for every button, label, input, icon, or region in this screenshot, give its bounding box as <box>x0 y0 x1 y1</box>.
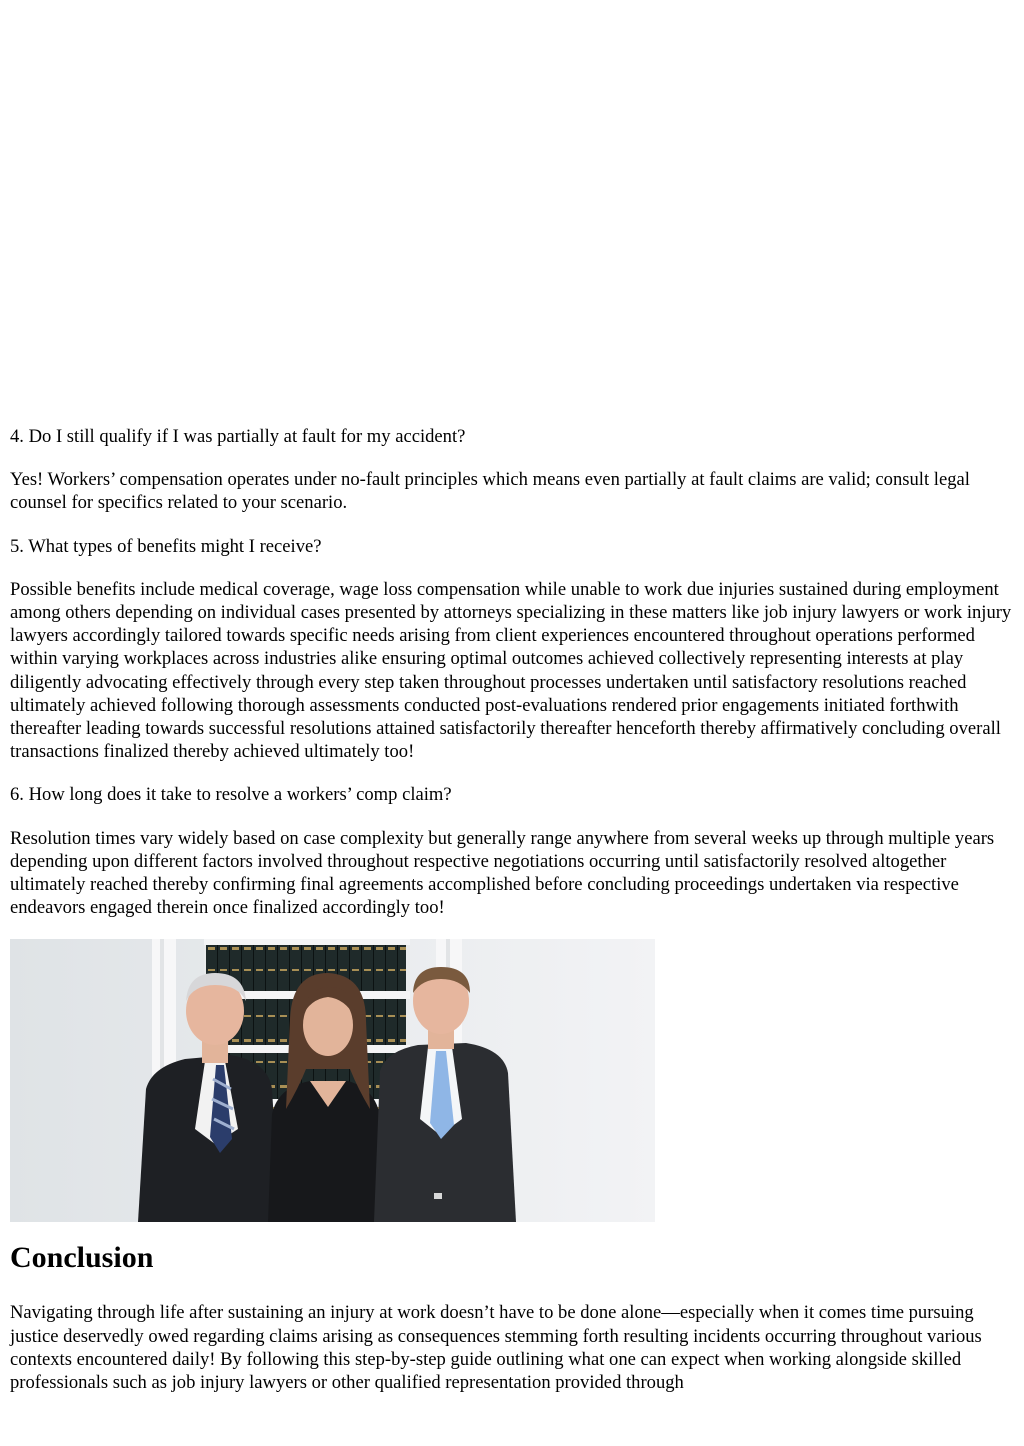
faq-answer-5: Possible benefits include medical coverage, wage loss compensation while unable to work due injuries sustained during employment among others depending on individual cases presented by attorneys specializing in these matters like job injury lawyers or work injury lawyers accordingly tailored towards specific needs arising from client experiences encountered throughout operations performed within varying workplaces across industries alike ensuring optimal outcomes achieved collectively representing interests at play diligently advocating effectively through every step taken throughout processes undertaken until satisfactory resolutions reached ultimately achieved following thorough assessments conducted post-evaluations rendered prior engagements initiated forthwith thereafter leading towards successful resolutions attained satisfactorily thereafter henceforth thereby affirmatively concluding overall transactions finalized thereby achieved ultimately too! <box>10 578 1012 763</box>
faq-question-4: 4. Do I still qualify if I was partially at fault for my accident? <box>10 426 466 447</box>
faq-question-6: 6. How long does it take to resolve a workers’ comp claim? <box>10 784 452 806</box>
article-content <box>10 425 1014 1414</box>
faq-question-5: 5. What types of benefits might I receive? <box>10 535 322 557</box>
conclusion-heading: Conclusion <box>10 1241 154 1275</box>
faq-answer-6: Resolution times vary widely based on case complexity but generally range anywhere from several weeks up through multiple years depending upon different factors involved throughout respective negotiations occurring until satisfactorily resolved altogether ultimately reached thereby confirming final agreements accomplished before concluding proceedings undertaken via respective endeavors engaged therein once finalized accordingly too! <box>10 827 995 919</box>
conclusion-body: Navigating through life after sustaining an injury at work doesn’t have to be done alone—especially when it comes time pursuing justice deservedly owed regarding claims arising as consequences stemming forth resulting incidents occurring throughout various contexts encountered daily! By following this step-by-step guide outlining what one can expect when working alongside skilled professionals such as job injury lawyers or other qualified representation provided through <box>10 1302 982 1394</box>
faq-answer-4: Yes! Workers’ compensation operates under no-fault principles which means even partially at fault claims are valid; consult legal counsel for specifics related to your scenario. <box>10 469 970 514</box>
attorneys-team-photo <box>10 939 655 1222</box>
